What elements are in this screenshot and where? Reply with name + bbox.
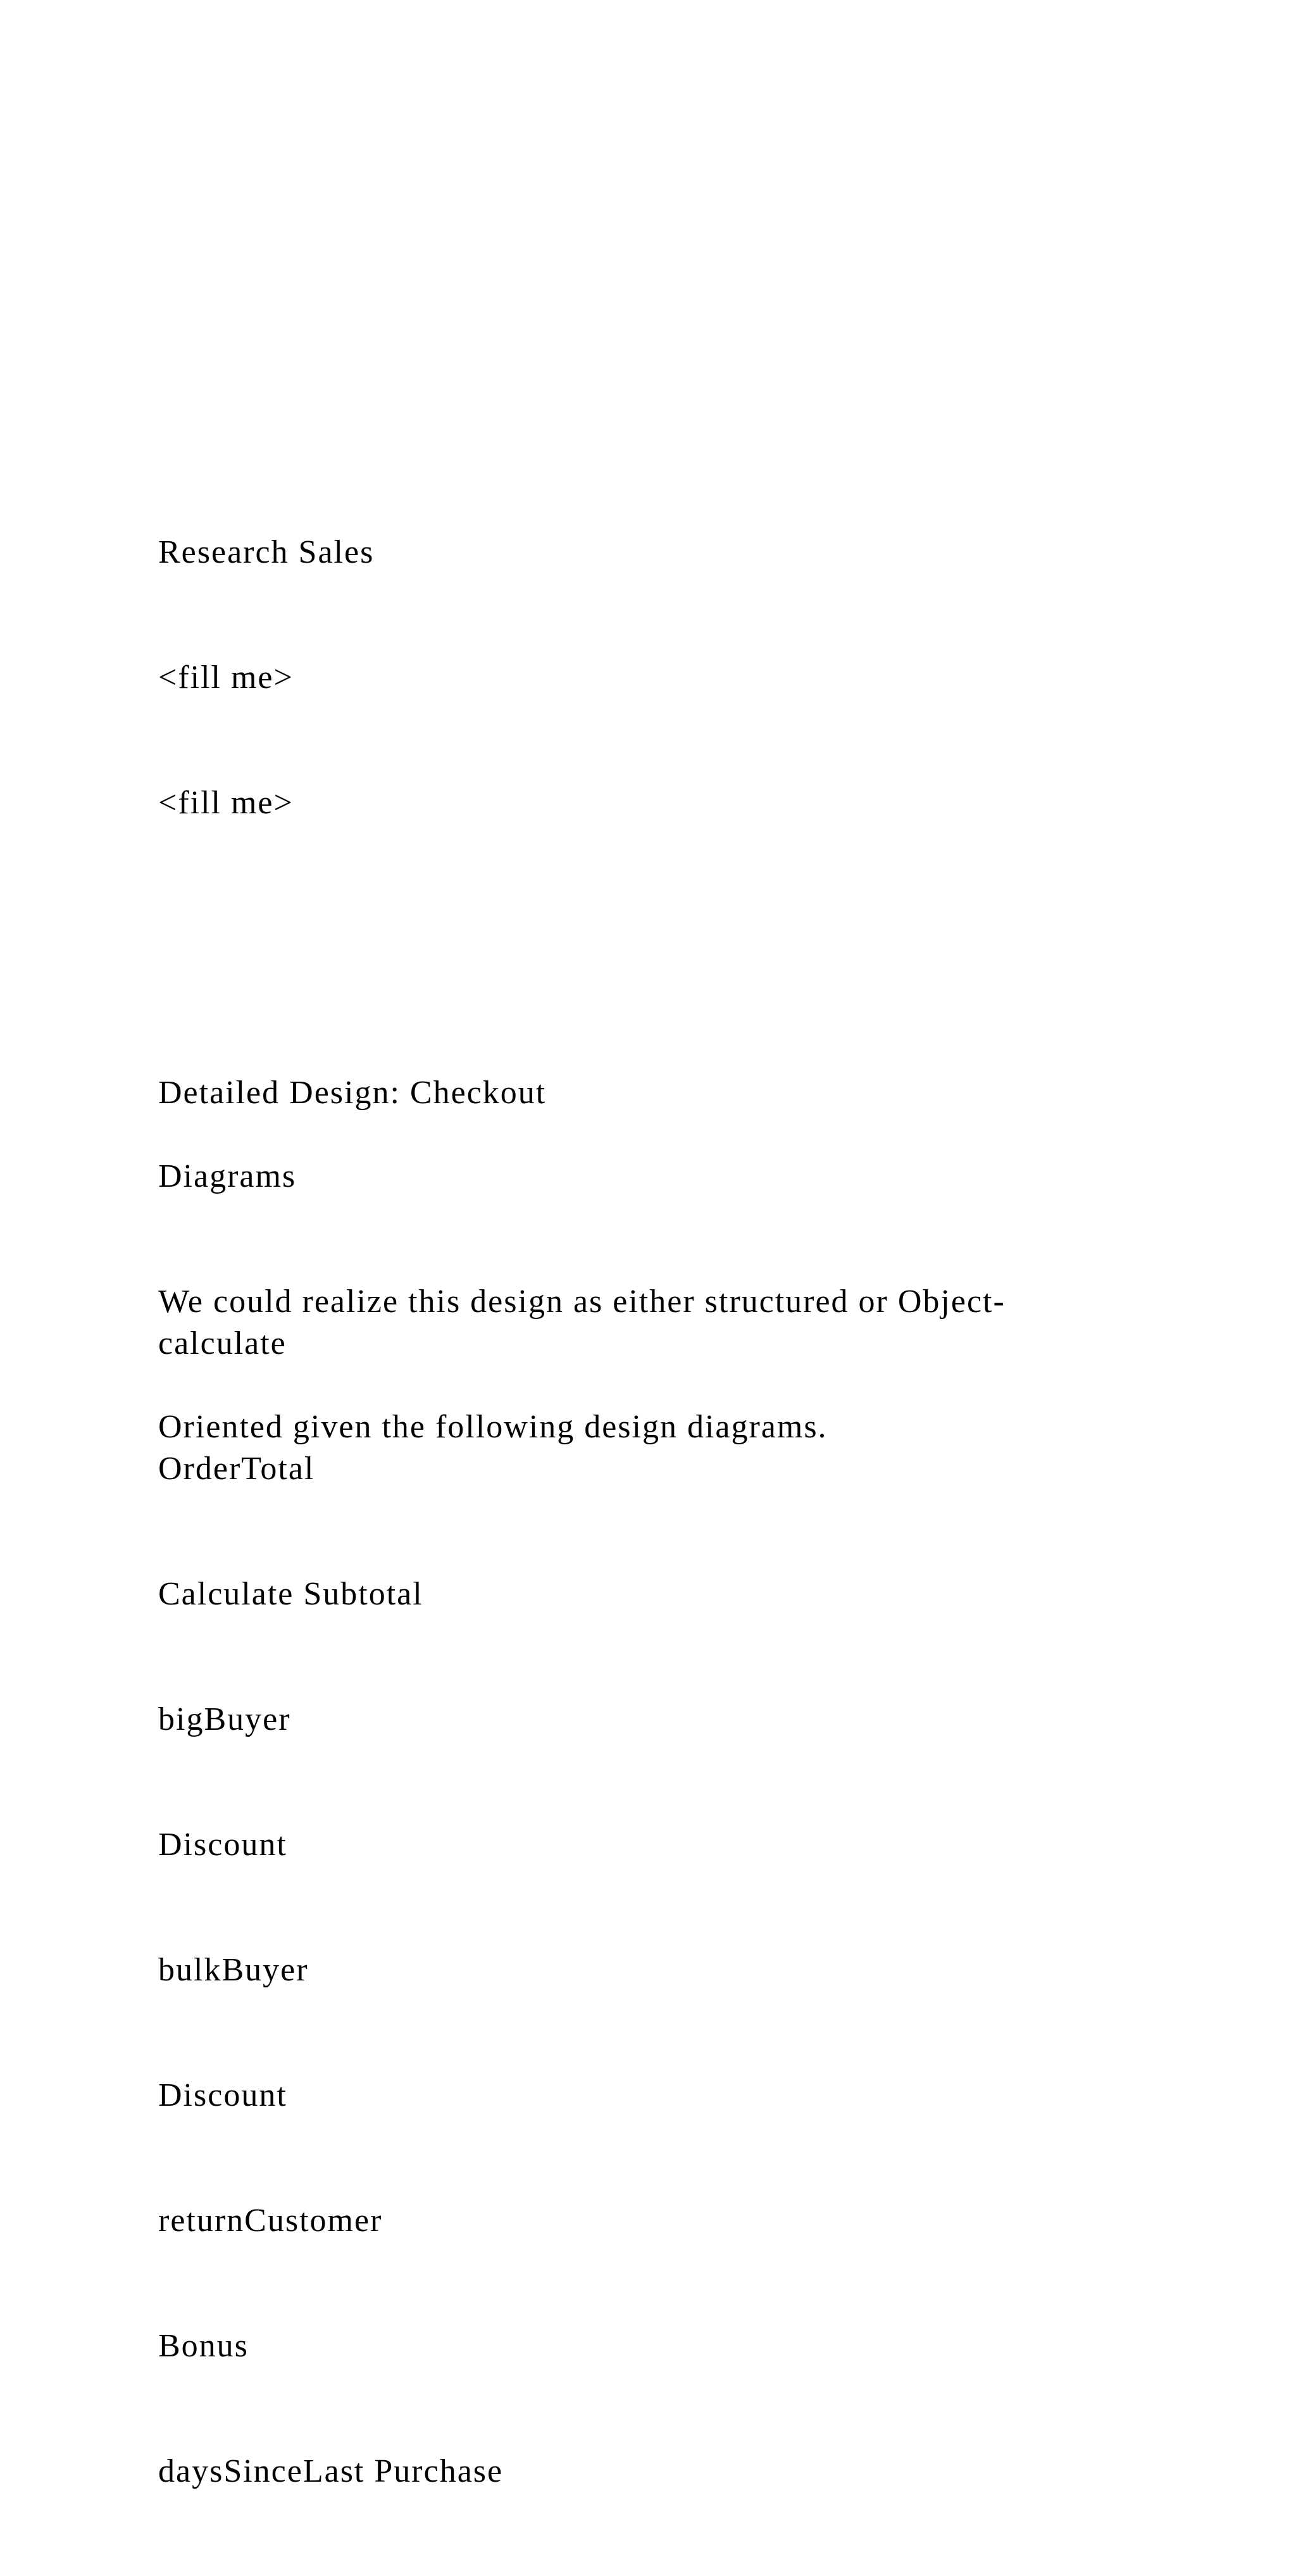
diagram-label: returnCustomer xyxy=(158,2203,383,2239)
diagram-label: bulkBuyer xyxy=(158,1952,309,1988)
header-block xyxy=(158,448,1171,908)
diagram-label: Discount xyxy=(158,1827,287,1863)
diagram-label: Discount xyxy=(158,2077,287,2113)
header-line-placeholder-1: <fill me> xyxy=(158,660,294,696)
diagram-label: calculate xyxy=(158,1325,287,1361)
diagrams-intro-line-1: We could realize this design as either structured or Object- xyxy=(158,1284,1006,1320)
diagram-label: Calculate Subtotal xyxy=(158,1576,423,1612)
diagram-label: bigBuyer xyxy=(158,1701,291,1737)
section-title: Detailed Design: Checkout xyxy=(158,1075,547,1111)
diagram-label: daysSinceLast Purchase xyxy=(158,2453,504,2489)
header-line-placeholder-2: <fill me> xyxy=(158,785,294,821)
diagram-labels-list xyxy=(158,1239,1171,2576)
diagram-label: OrderTotal xyxy=(158,1451,315,1487)
diagram-label: Bonus xyxy=(158,2328,249,2364)
diagrams-intro-line-2: Oriented given the following design diagrams. xyxy=(158,1409,828,1445)
header-line-research-sales: Research Sales xyxy=(158,534,375,570)
diagrams-heading: Diagrams xyxy=(158,1158,297,1194)
